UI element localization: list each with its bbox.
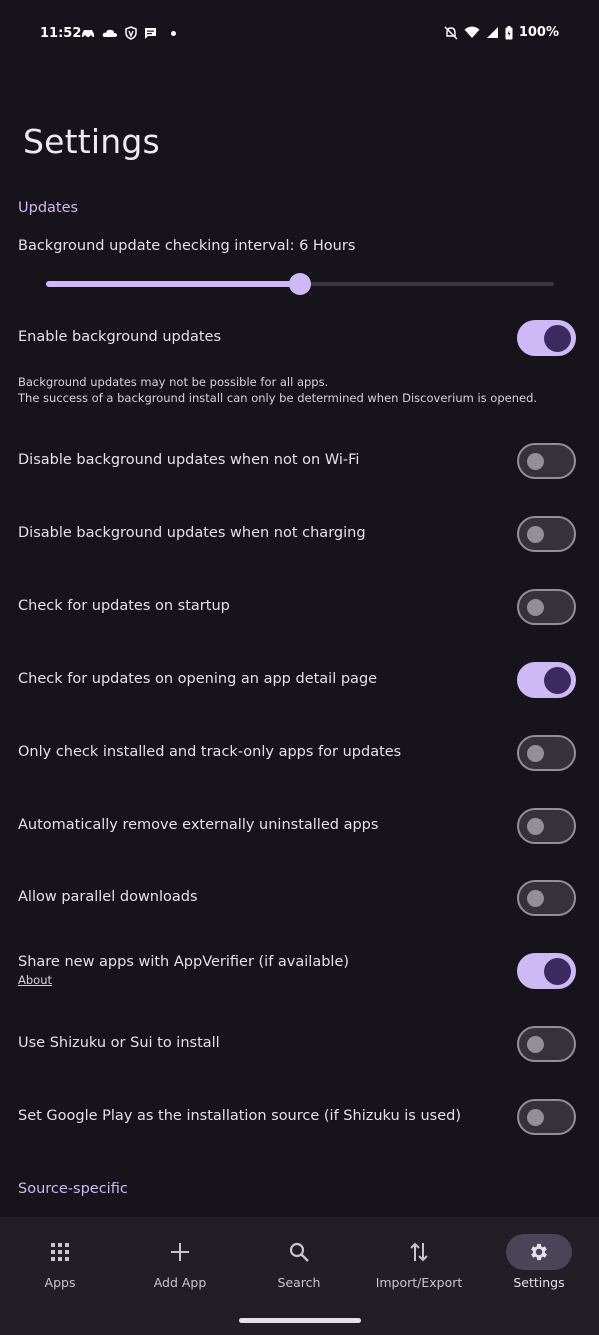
setting-label-auto-remove: Automatically remove externally uninstalled apps — [18, 817, 379, 833]
toggle-knob — [527, 526, 544, 543]
battery-percent: 100% — [518, 25, 559, 40]
slider-fill — [46, 281, 300, 287]
setting-toggle-appverifier[interactable] — [517, 953, 576, 989]
import-export-icon — [359, 1241, 479, 1263]
setting-label-appverifier: Share new apps with AppVerifier (if available) — [18, 954, 350, 970]
section-header-updates: Updates — [18, 200, 79, 216]
toggle-knob — [527, 1036, 544, 1053]
nav-item-add-app[interactable] — [120, 1217, 240, 1317]
setting-label-wifi-only: Disable background updates when not on Wi-Fi — [18, 452, 360, 468]
nav-label-apps: Apps — [44, 1275, 76, 1290]
system-icons — [444, 25, 559, 40]
search-icon — [239, 1241, 359, 1263]
plus-icon — [120, 1241, 240, 1263]
signal-icon — [486, 26, 499, 39]
setting-toggle-check-on-startup[interactable] — [517, 589, 576, 625]
setting-toggle-google-play-source[interactable] — [517, 1099, 576, 1135]
toggle-knob — [527, 453, 544, 470]
status-time: 11:52 — [40, 26, 82, 41]
setting-label-google-play-source: Set Google Play as the installation source (if Shizuku is used) — [18, 1108, 461, 1124]
setting-toggle-wifi-only[interactable] — [517, 443, 576, 479]
setting-toggle-check-on-detail-page[interactable] — [517, 662, 576, 698]
toggle-knob — [544, 667, 571, 694]
slider-thumb[interactable] — [289, 273, 311, 295]
message-icon — [144, 27, 157, 40]
setting-label-charging-only: Disable background updates when not charging — [18, 525, 366, 541]
toggle-knob — [527, 745, 544, 762]
section-header-source-specific: Source-specific — [18, 1181, 128, 1197]
about-link[interactable]: About — [18, 973, 53, 987]
nav-item-apps[interactable] — [0, 1217, 120, 1317]
setting-label-check-on-startup: Check for updates on startup — [18, 598, 230, 614]
notification-icons — [80, 26, 176, 40]
battery-icon — [505, 26, 513, 40]
interval-slider[interactable] — [46, 274, 554, 294]
enable-background-updates-label: Enable background updates — [18, 329, 222, 345]
mute-icon — [444, 26, 458, 40]
page-title: Settings — [23, 122, 160, 161]
vpn-shield-icon — [124, 26, 138, 40]
setting-toggle-installed-only[interactable] — [517, 735, 576, 771]
toggle-knob — [527, 599, 544, 616]
nav-label-settings: Settings — [513, 1275, 565, 1290]
dot-icon — [171, 31, 176, 36]
toggle-knob — [527, 890, 544, 907]
nav-item-settings[interactable] — [479, 1217, 599, 1317]
setting-label-check-on-detail-page: Check for updates on opening an app detail page — [18, 671, 378, 687]
nav-item-import-export[interactable] — [359, 1217, 479, 1317]
background-note-line1: Background updates may not be possible for all apps. — [18, 375, 329, 389]
car-icon — [80, 27, 96, 39]
gear-icon — [479, 1241, 599, 1263]
setting-toggle-charging-only[interactable] — [517, 516, 576, 552]
setting-toggle-shizuku[interactable] — [517, 1026, 576, 1062]
setting-label-installed-only: Only check installed and track-only apps for updates — [18, 744, 402, 760]
nav-label-add-app: Add App — [153, 1275, 207, 1290]
nav-label-search: Search — [277, 1275, 321, 1290]
nav-label-import-export: Import/Export — [375, 1275, 463, 1290]
interval-label: Background update checking interval: 6 Hours — [18, 238, 356, 254]
cloud-icon — [102, 27, 118, 39]
setting-label-parallel-downloads: Allow parallel downloads — [18, 889, 198, 905]
setting-toggle-auto-remove[interactable] — [517, 808, 576, 844]
home-indicator[interactable] — [239, 1318, 361, 1323]
nav-item-search[interactable] — [239, 1217, 359, 1317]
toggle-knob — [527, 818, 544, 835]
setting-label-shizuku: Use Shizuku or Sui to install — [18, 1035, 220, 1051]
background-note-line2: The success of a background install can only be determined when Discoverium is opened. — [18, 391, 538, 405]
toggle-knob — [544, 325, 571, 352]
setting-toggle-parallel-downloads[interactable] — [517, 880, 576, 916]
toggle-knob — [544, 958, 571, 985]
wifi-icon — [464, 26, 480, 39]
status-bar — [0, 0, 599, 68]
enable-background-updates-toggle[interactable] — [517, 320, 576, 356]
toggle-knob — [527, 1109, 544, 1126]
apps-grid-icon — [0, 1241, 120, 1263]
